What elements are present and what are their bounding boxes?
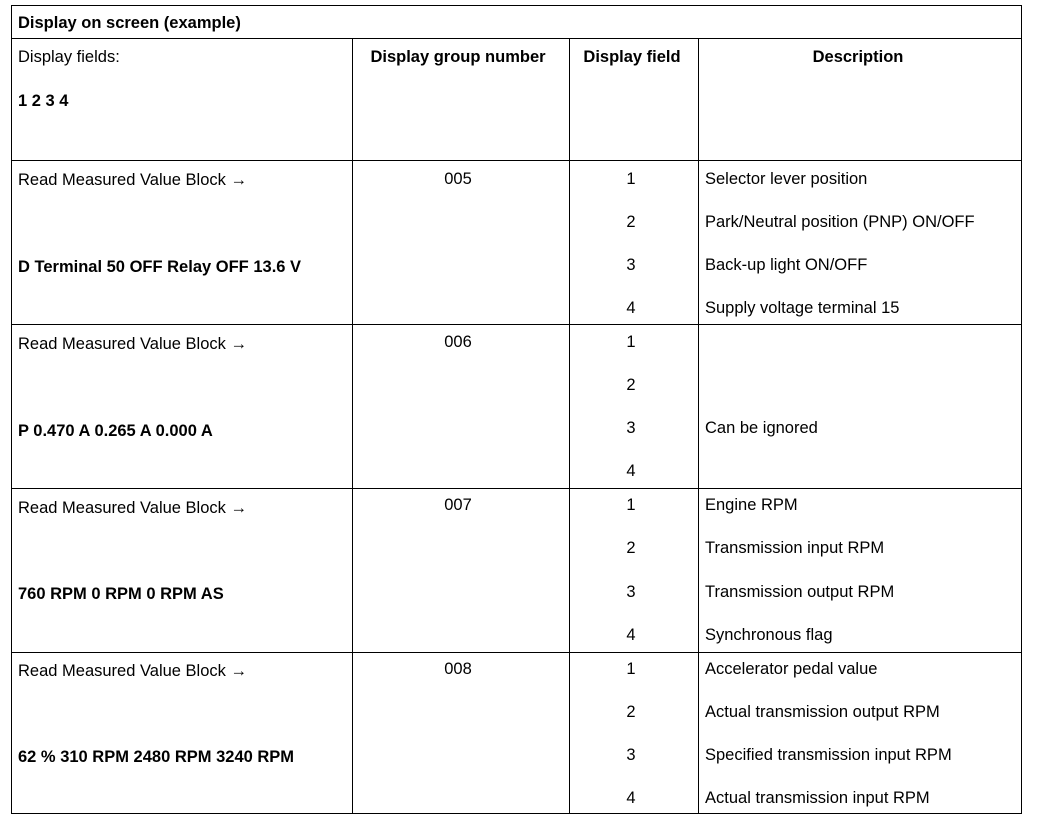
header-display-field: Display field xyxy=(583,48,681,66)
field-description: Specified transmission input RPM xyxy=(705,746,952,764)
display-field-number: 2 xyxy=(626,539,636,557)
field-description: Back-up light ON/OFF xyxy=(705,256,868,274)
field-description: Transmission output RPM xyxy=(705,583,895,601)
field-description: Supply voltage terminal 15 xyxy=(705,299,900,317)
field-description: Selector lever position xyxy=(705,170,868,188)
column-divider xyxy=(698,38,699,813)
header-group-number: Display group number xyxy=(370,48,546,66)
display-field-number: 4 xyxy=(626,626,636,644)
field-numbers: 1 2 3 4 xyxy=(18,92,69,110)
row-label: Read Measured Value Block → xyxy=(18,499,247,517)
field-description: Synchronous flag xyxy=(705,626,833,644)
display-field-number: 3 xyxy=(626,256,636,274)
display-field-number: 1 xyxy=(626,660,636,678)
display-field-number: 2 xyxy=(626,213,636,231)
column-divider xyxy=(352,38,353,813)
row-display-value: D Terminal 50 OFF Relay OFF 13.6 V xyxy=(18,258,302,276)
header-description: Description xyxy=(812,48,904,66)
table-title: Display on screen (example) xyxy=(18,14,241,32)
display-field-number: 4 xyxy=(626,789,636,807)
title-divider xyxy=(12,38,1021,39)
display-field-number: 3 xyxy=(626,746,636,764)
field-description: Transmission input RPM xyxy=(705,539,885,557)
display-field-number: 3 xyxy=(626,419,636,437)
row-divider xyxy=(12,488,1021,489)
field-description: Accelerator pedal value xyxy=(705,660,878,678)
field-description: Can be ignored xyxy=(705,419,818,437)
field-description: Actual transmission input RPM xyxy=(705,789,930,807)
group-number: 006 xyxy=(444,333,472,351)
row-label: Read Measured Value Block → xyxy=(18,335,247,353)
group-number: 008 xyxy=(444,660,472,678)
display-field-number: 4 xyxy=(626,462,636,480)
display-field-number: 1 xyxy=(626,496,636,514)
row-display-value: 62 % 310 RPM 2480 RPM 3240 RPM xyxy=(18,748,295,766)
row-divider xyxy=(12,652,1021,653)
group-number: 007 xyxy=(444,496,472,514)
field-description: Engine RPM xyxy=(705,496,798,514)
display-field-number: 4 xyxy=(626,299,636,317)
row-divider xyxy=(12,324,1021,325)
field-description: Actual transmission output RPM xyxy=(705,703,940,721)
group-number: 005 xyxy=(444,170,472,188)
display-field-number: 1 xyxy=(626,170,636,188)
display-fields-label: Display fields: xyxy=(18,48,120,66)
measured-value-table xyxy=(11,5,1022,814)
row-label: Read Measured Value Block → xyxy=(18,171,247,189)
column-divider xyxy=(569,38,570,813)
row-display-value: 760 RPM 0 RPM 0 RPM AS xyxy=(18,585,224,603)
display-field-number: 2 xyxy=(626,376,636,394)
row-label: Read Measured Value Block → xyxy=(18,662,247,680)
display-field-number: 3 xyxy=(626,583,636,601)
header-divider xyxy=(12,160,1021,161)
field-description: Park/Neutral position (PNP) ON/OFF xyxy=(705,213,975,231)
display-field-number: 2 xyxy=(626,703,636,721)
display-field-number: 1 xyxy=(626,333,636,351)
row-display-value: P 0.470 A 0.265 A 0.000 A xyxy=(18,422,213,440)
